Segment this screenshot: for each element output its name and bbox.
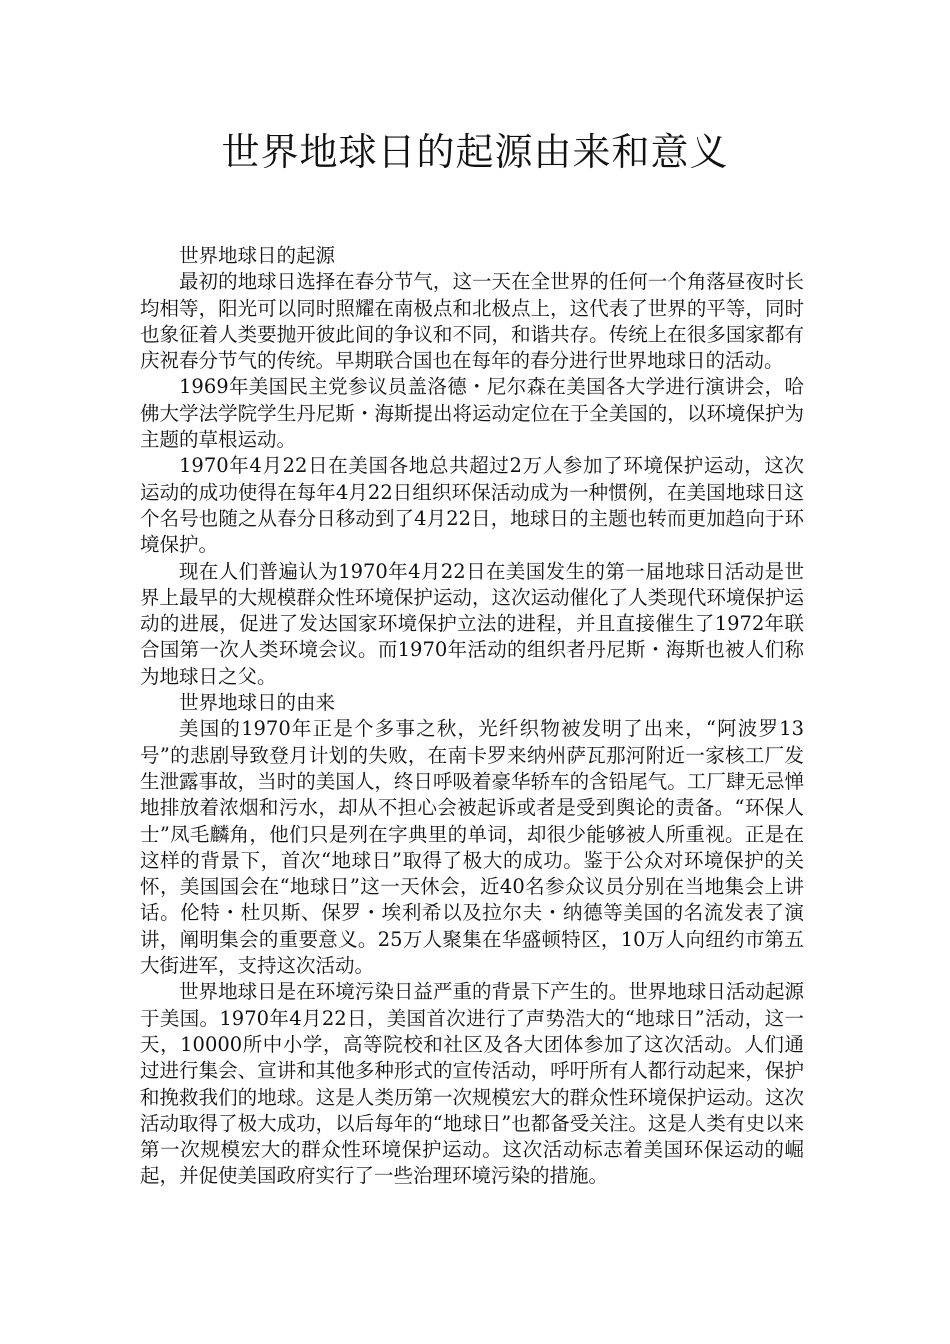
paragraph: 美国的1970年正是个多事之秋，光纤织物被发明了出来，“阿波罗13号”的悲剧导致登月计划的失败，在南卡罗来纳州萨瓦那河附近一家核工厂发生泄露事故，当时的美国人，终日呼吸着豪华轿车的含铅尾气。工厂肆无忌惮地排放着浓烟和污水，却从不担心会被起诉或者是受到舆论的责备。“环保人士”凤毛麟角，他们只是列在字典里的单词，却很少能够被人所重视。正是在这样的背景下，首次“地球日”取得了极大的成功。鉴于公众对环境保护的关怀，美国国会在“地球日”这一天休会，近40名参众议员分别在当地集会上讲话。伦特・杜贝斯、保罗・埃利希以及拉尔夫・纳德等美国的名流发表了演讲，阐明集会的重要意义。25万人聚集在华盛顿特区，10万人向纽约市第五大街进军，支持这次活动。	[140, 717, 804, 978]
document-body	[140, 243, 804, 1190]
paragraph: 1970年4月22日在美国各地总共超过2万人参加了环境保护运动，这次运动的成功使得在每年4月22日组织环保活动成为一种惯例，在美国地球日这个名号也随之从春分日移动到了4月22日，地球日的主题也转而更加趋向于环境保护。	[140, 454, 804, 557]
document-title: 世界地球日的起源由来和意义	[221, 130, 729, 174]
paragraph: 现在人们普遍认为1970年4月22日在美国发生的第一届地球日活动是世界上最早的大规模群众性环境保护运动，这次运动催化了人类现代环境保护运动的进展，促进了发达国家环境保护立法的进程，并且直接催生了1972年联合国第一次人类环境会议。而1970年活动的组织者丹尼斯・海斯也被人们称为地球日之父。	[140, 559, 804, 688]
section-heading-history: 世界地球日的由来	[179, 691, 336, 715]
section-heading-origin: 世界地球日的起源	[179, 244, 336, 267]
paragraph: 1969年美国民主党参议员盖洛德・尼尔森在美国各大学进行演讲会，哈佛大学法学院学生丹尼斯・海斯提出将运动定位在于全美国的，以环境保护为主题的草根运动。	[140, 375, 804, 452]
paragraph: 最初的地球日选择在春分节气，这一天在全世界的任何一个角落昼夜时长均相等，阳光可以同时照耀在南极点和北极点上，这代表了世界的平等，同时也象征着人类要抛开彼此间的争议和不同，和谐共存。传统上在很多国家都有庆祝春分节气的传统。早期联合国也在每年的春分进行世界地球日的活动。	[140, 270, 804, 373]
paragraph: 世界地球日是在环境污染日益严重的背景下产生的。世界地球日活动起源于美国。1970年4月22日，美国首次进行了声势浩大的“地球日”活动，这一天，10000所中小学，高等院校和社区及各大团体参加了这次活动。人们通过进行集会、宣讲和其他多种形式的宣传活动，呼吁所有人都行动起来，保护和挽救我们的地球。这是人类历第一次规模宏大的群众性环境保护运动。这次活动取得了极大成功，以后每年的“地球日”也都备受关注。这是人类有史以来第一次规模宏大的群众性环境保护运动。这次活动标志着美国环保运动的崛起，并促使美国政府实行了一些治理环境污染的措施。	[140, 980, 804, 1188]
